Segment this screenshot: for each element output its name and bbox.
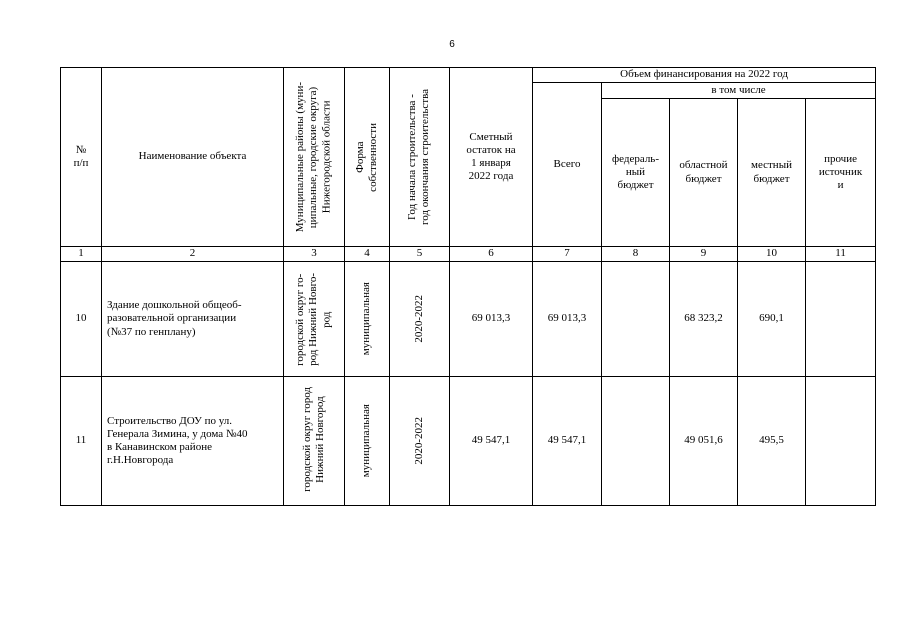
row-local: 690,1 <box>738 262 806 377</box>
row-municipality: городской округ го- род Нижний Новго- род <box>294 272 333 366</box>
row-remaining: 49 547,1 <box>450 377 533 506</box>
row-municipality-cell <box>284 377 345 506</box>
row-ownership: муниципальная <box>360 282 373 356</box>
column-number: 1 <box>61 247 102 262</box>
header-no: № п/п <box>61 68 102 247</box>
header-ownership-cell <box>345 68 390 247</box>
column-number: 9 <box>670 247 738 262</box>
row-ownership: муниципальная <box>360 404 373 478</box>
header-name: Наименование объекта <box>102 68 284 247</box>
header-federal: федераль- ный бюджет <box>602 99 670 247</box>
header-other: прочие источник и <box>806 99 876 247</box>
row-years-cell <box>390 262 450 377</box>
header-total: Всего <box>533 83 602 247</box>
row-years-cell <box>390 377 450 506</box>
column-number: 6 <box>450 247 533 262</box>
header-years-cell <box>390 68 450 247</box>
header-ownership: Форма собственности <box>353 122 379 192</box>
row-no: 10 <box>61 262 102 377</box>
column-number: 4 <box>345 247 390 262</box>
row-total: 49 547,1 <box>533 377 602 506</box>
header-remaining: Сметный остаток на 1 января 2022 года <box>450 68 533 247</box>
row-total: 69 013,3 <box>533 262 602 377</box>
column-number: 7 <box>533 247 602 262</box>
header-municipality-cell <box>284 68 345 247</box>
column-number: 3 <box>284 247 345 262</box>
column-number: 5 <box>390 247 450 262</box>
row-local: 495,5 <box>738 377 806 506</box>
row-federal <box>602 262 670 377</box>
table-row <box>61 377 876 506</box>
header-regional: областной бюджет <box>670 99 738 247</box>
row-years: 2020-2022 <box>412 417 425 465</box>
row-years: 2020-2022 <box>412 295 425 343</box>
header-row-1 <box>61 68 876 83</box>
row-ownership-cell <box>345 262 390 377</box>
row-name: Строительство ДОУ по ул. Генерала Зимина, у дома №40 в Канавинском районе г.Н.Новгорода <box>102 377 284 506</box>
header-municipality: Муниципальные районы (муни- ципальные, городские округа) Нижегородской области <box>294 81 333 233</box>
row-ownership-cell <box>345 377 390 506</box>
column-number: 11 <box>806 247 876 262</box>
column-number: 10 <box>738 247 806 262</box>
financing-table <box>60 67 876 506</box>
column-number: 2 <box>102 247 284 262</box>
header-financing: Объем финансирования на 2022 год <box>533 68 876 83</box>
header-local: местный бюджет <box>738 99 806 247</box>
row-name: Здание дошкольной общеоб- разовательной организации (№37 по генплану) <box>102 262 284 377</box>
row-municipality: городской округ город Нижний Новгород <box>300 387 326 492</box>
column-number-row <box>61 247 876 262</box>
column-number: 8 <box>602 247 670 262</box>
row-other <box>806 262 876 377</box>
table-row <box>61 262 876 377</box>
header-years: Год начала строительства - год окончания строительства <box>406 89 432 225</box>
row-other <box>806 377 876 506</box>
row-no: 11 <box>61 377 102 506</box>
header-including: в том числе <box>602 83 876 99</box>
row-regional: 49 051,6 <box>670 377 738 506</box>
row-remaining: 69 013,3 <box>450 262 533 377</box>
row-municipality-cell <box>284 262 345 377</box>
row-regional: 68 323,2 <box>670 262 738 377</box>
row-federal <box>602 377 670 506</box>
page-number: 6 <box>449 39 455 50</box>
